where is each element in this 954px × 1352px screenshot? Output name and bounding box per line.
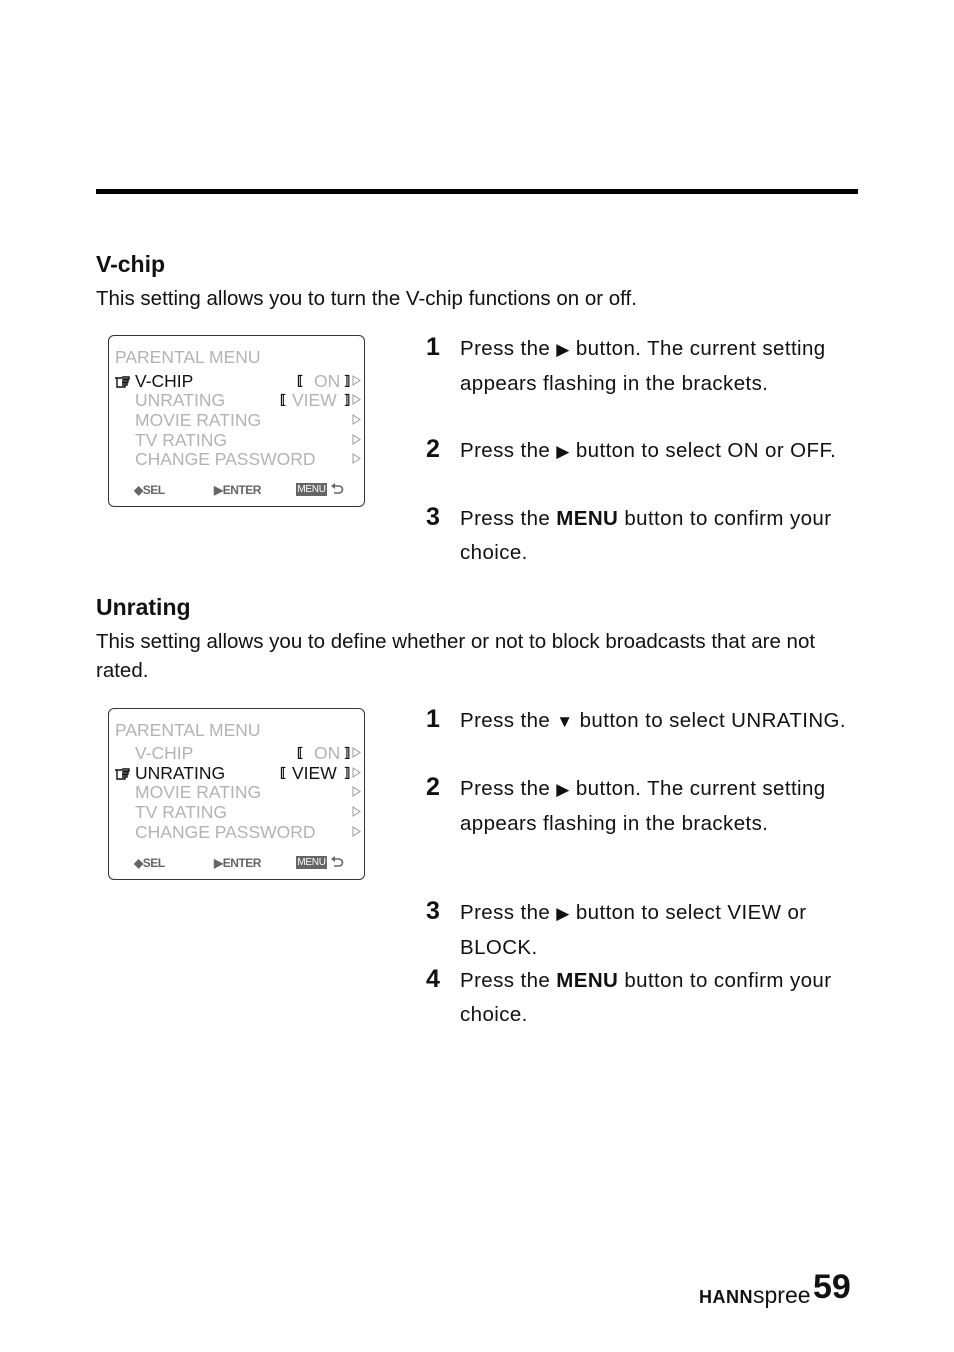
menu-button-label: MENU	[556, 969, 619, 992]
section-heading-vchip: V-chip	[96, 251, 166, 277]
pointing-hand-icon	[114, 374, 132, 390]
osd-footer-enter: ▶ENTER	[214, 856, 261, 870]
step-text: Press the ▶ button to select VIEW or BLOCK.	[460, 901, 807, 959]
bracket-left-icon: ⟦	[280, 392, 287, 407]
bracket-right-icon: ⟧	[344, 373, 351, 388]
up-down-arrow-icon: ◆	[134, 483, 143, 497]
submenu-arrow-icon	[352, 394, 361, 405]
osd-item-vchip: V-CHIP	[135, 743, 194, 763]
step-text: Press the ▶ button. The current setting appears flashing in the brackets.	[460, 337, 826, 395]
return-arrow-icon	[330, 482, 344, 496]
step-number: 2	[426, 773, 440, 801]
osd-title: PARENTAL MENU	[115, 347, 261, 367]
osd-menu-key: MENU	[297, 857, 326, 868]
osd-value-unrating: VIEW	[292, 390, 337, 410]
pointing-hand-icon	[114, 766, 132, 782]
bracket-right-icon: ⟧	[344, 745, 351, 760]
step-text: Press the ▶ button. The current setting appears flashing in the brackets.	[460, 777, 826, 835]
bracket-right-icon: ⟧	[344, 392, 351, 407]
submenu-arrow-icon	[352, 786, 361, 797]
top-rule	[96, 189, 858, 194]
osd-parental-menu-vchip	[108, 335, 365, 507]
osd-value-unrating: VIEW	[292, 763, 337, 783]
step-number: 3	[426, 503, 440, 531]
right-arrow-icon: ▶	[556, 340, 570, 359]
return-arrow-icon	[330, 855, 344, 869]
right-arrow-icon: ▶	[556, 904, 570, 923]
right-arrow-icon: ▶	[556, 780, 570, 799]
osd-item-tv-rating: TV RATING	[135, 802, 228, 822]
submenu-arrow-icon	[352, 453, 361, 464]
osd-parental-menu-unrating	[108, 708, 365, 880]
step-text: Press the MENU button to confirm your choice.	[460, 507, 832, 564]
submenu-arrow-icon	[352, 806, 361, 817]
submenu-arrow-icon	[352, 414, 361, 425]
osd-footer-enter: ▶ENTER	[214, 483, 261, 497]
submenu-arrow-icon	[352, 826, 361, 837]
step-number: 1	[426, 333, 440, 361]
up-down-arrow-icon: ◆	[134, 856, 143, 870]
osd-item-tv-rating: TV RATING	[135, 430, 228, 450]
osd-item-unrating: UNRATING	[135, 763, 226, 783]
page-number: 59	[813, 1268, 851, 1306]
osd-menu-key: MENU	[297, 484, 326, 495]
osd-item-change-password: CHANGE PASSWORD	[135, 822, 316, 842]
submenu-arrow-icon	[352, 747, 361, 758]
step-number: 1	[426, 705, 440, 733]
right-arrow-icon: ▶	[214, 483, 223, 497]
osd-value-vchip: ON	[314, 743, 341, 763]
osd-footer-sel: ◆SEL	[134, 856, 165, 870]
submenu-arrow-icon	[352, 375, 361, 386]
step-number: 2	[426, 435, 440, 463]
right-arrow-icon: ▶	[556, 442, 570, 461]
down-arrow-icon: ▼	[556, 712, 574, 731]
step-text: Press the MENU button to confirm your choice.	[460, 969, 832, 1026]
section-intro-vchip: This setting allows you to turn the V-chip functions on or off.	[96, 287, 637, 310]
osd-item-movie-rating: MOVIE RATING	[135, 410, 262, 430]
menu-button-label: MENU	[556, 507, 619, 530]
bracket-right-icon: ⟧	[344, 765, 351, 780]
osd-item-change-password: CHANGE PASSWORD	[135, 449, 316, 469]
bracket-left-icon: ⟦	[297, 745, 304, 760]
brand-logo: HANNspree	[699, 1282, 811, 1308]
step-text: Press the ▶ button to select ON or OFF.	[460, 439, 837, 462]
osd-footer-sel: ◆SEL	[134, 483, 165, 497]
section-intro-unrating: This setting allows you to define whether or not to block broadcasts that are not rated.	[96, 630, 816, 682]
bracket-left-icon: ⟦	[297, 373, 304, 388]
osd-value-vchip: ON	[314, 371, 341, 391]
step-text: Press the ▼ button to select UNRATING.	[460, 709, 846, 732]
osd-item-vchip: V-CHIP	[135, 371, 194, 391]
osd-item-movie-rating: MOVIE RATING	[135, 782, 262, 802]
step-number: 4	[426, 965, 440, 993]
submenu-arrow-icon	[352, 434, 361, 445]
section-heading-unrating: Unrating	[96, 594, 191, 620]
osd-item-unrating: UNRATING	[135, 390, 226, 410]
submenu-arrow-icon	[352, 767, 361, 778]
right-arrow-icon: ▶	[214, 856, 223, 870]
osd-title: PARENTAL MENU	[115, 720, 261, 740]
step-number: 3	[426, 897, 440, 925]
bracket-left-icon: ⟦	[280, 765, 287, 780]
